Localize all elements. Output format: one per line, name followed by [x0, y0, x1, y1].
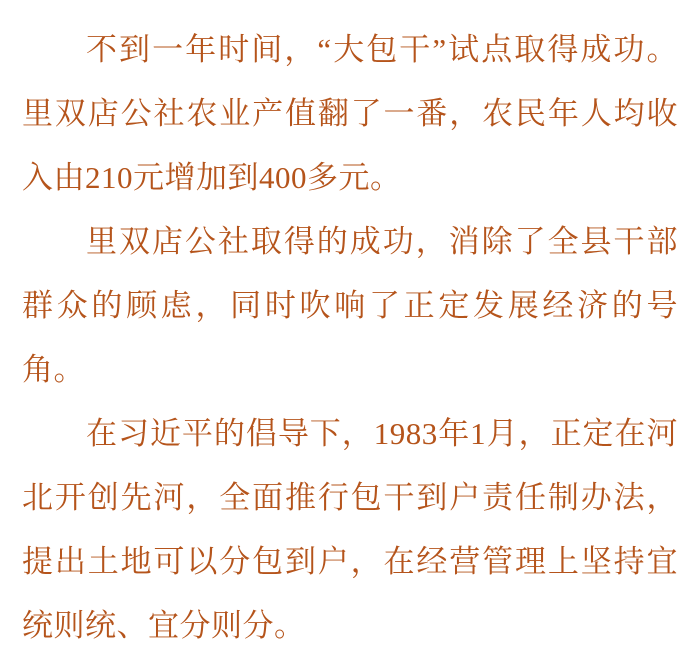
paragraph: 里双店公社取得的成功，消除了全县干部群众的顾虑，同时吹响了正定发展经济的号角。 [22, 224, 678, 387]
paragraph: 在习近平的倡导下，1983年1月，正定在河北开创先河，全面推行包干到户责任制办法，提出土地可以分包到户，在经营管理上坚持宜统则统、宜分则分。 [22, 416, 678, 643]
paragraph: 不到一年时间，“大包干”试点取得成功。里双店公社农业产值翻了一番，农民年人均收入由210元增加到400多元。 [22, 32, 678, 195]
